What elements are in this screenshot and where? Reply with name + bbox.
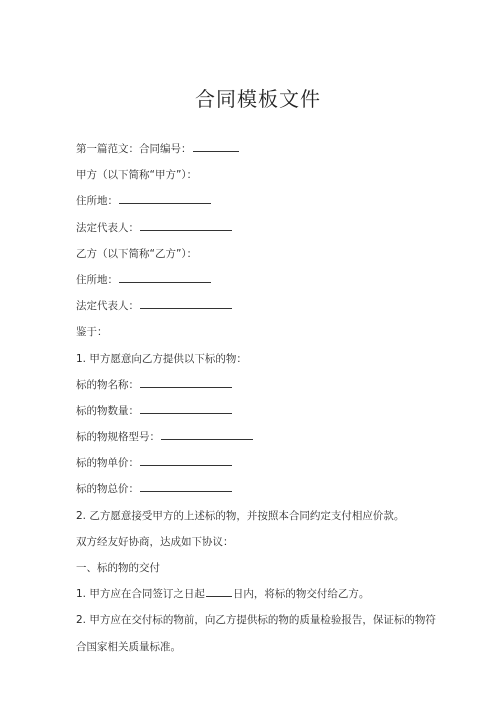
party-b-address-line bbox=[76, 272, 440, 288]
delivery-term-label-end: 日内，将标的物交付给乙方。 bbox=[232, 588, 370, 601]
party-b-address-label: 住所地： bbox=[76, 273, 118, 286]
party-b-address-blank bbox=[119, 272, 211, 283]
clause-2-line: 2. 乙方愿意接受甲方的上述标的物，并按照本合同约定支付相应价款。 bbox=[76, 509, 405, 522]
item-name-label: 标的物名称： bbox=[76, 378, 139, 391]
party-b-representative-line bbox=[76, 298, 440, 314]
party-b-representative-blank bbox=[140, 298, 232, 309]
party-a-representative-line bbox=[76, 220, 440, 236]
delivery-days-blank bbox=[206, 586, 232, 597]
item-spec-blank bbox=[161, 429, 253, 440]
item-total-price-blank bbox=[140, 481, 232, 492]
item-unit-price-blank bbox=[140, 455, 232, 466]
item-name-blank bbox=[140, 377, 232, 388]
whereas-line: 鉴于： bbox=[76, 326, 108, 339]
item-quantity-line bbox=[76, 403, 440, 419]
document-title: 合同模板文件 bbox=[195, 87, 321, 111]
party-b-line: 乙方（以下简称“乙方”）： bbox=[76, 247, 198, 260]
quality-standard-line: 合国家相关质量标准。 bbox=[76, 640, 181, 653]
item-spec-line bbox=[76, 429, 440, 445]
party-a-representative-blank bbox=[140, 220, 232, 231]
contract-number-blank bbox=[193, 141, 239, 152]
item-total-price-label: 标的物总价： bbox=[76, 483, 139, 496]
party-a-address-line bbox=[76, 193, 440, 209]
party-a-representative-label: 法定代表人： bbox=[76, 221, 139, 234]
quality-report-line: 2. 甲方应在交付标的物前，向乙方提供标的物的质量检验报告，保证标的物符 bbox=[76, 614, 436, 627]
delivery-term-line bbox=[76, 586, 440, 602]
party-a-address-label: 住所地： bbox=[76, 195, 118, 208]
contract-number-label: 第一篇范文：合同编号： bbox=[76, 143, 192, 155]
item-spec-label: 标的物规格型号： bbox=[76, 431, 160, 444]
item-quantity-label: 标的物数量： bbox=[76, 404, 139, 417]
party-a-line: 甲方（以下简称“甲方”）： bbox=[76, 169, 198, 182]
delivery-term-label-start: 1. 甲方应在合同签订之日起 bbox=[76, 588, 205, 601]
contract-number-line bbox=[76, 141, 440, 157]
item-name-line bbox=[76, 377, 440, 393]
agreement-intro-line: 双方经友好协商，达成如下协议： bbox=[76, 535, 234, 548]
item-unit-price-label: 标的物单价： bbox=[76, 457, 139, 470]
item-unit-price-line bbox=[76, 455, 440, 471]
clause-1-line: 1. 甲方愿意向乙方提供以下标的物： bbox=[76, 352, 247, 365]
party-a-address-blank bbox=[119, 193, 211, 204]
item-quantity-blank bbox=[140, 403, 232, 414]
party-b-representative-label: 法定代表人： bbox=[76, 300, 139, 313]
section-1-heading: 一、标的物的交付 bbox=[76, 562, 160, 574]
item-total-price-line bbox=[76, 481, 440, 497]
